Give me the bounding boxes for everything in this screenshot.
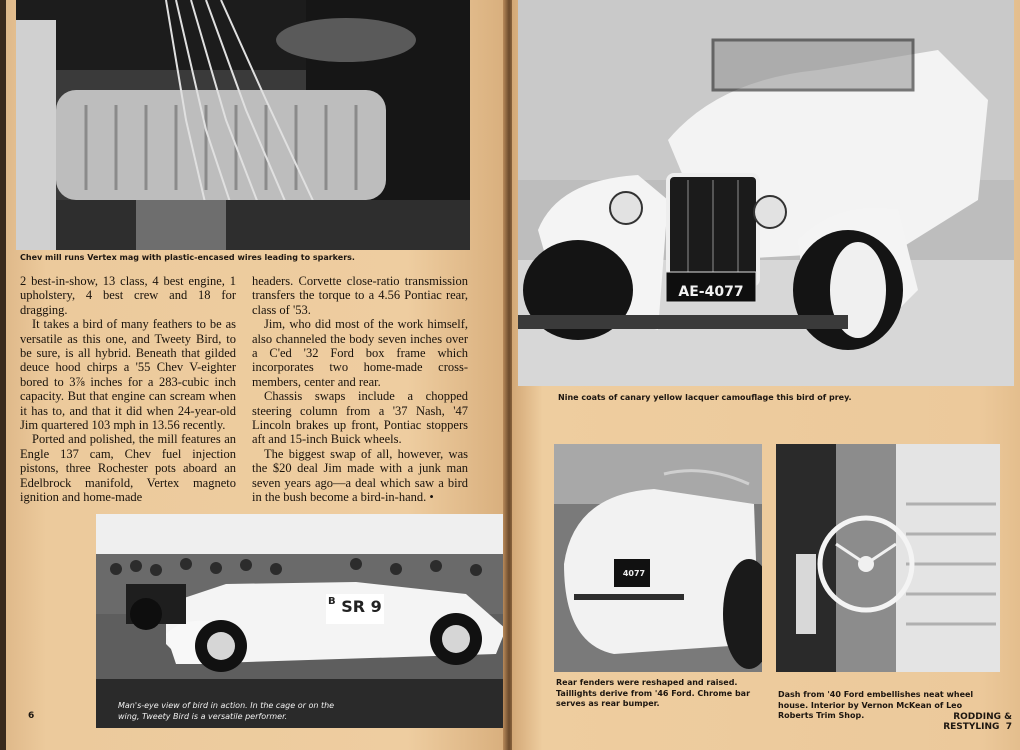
paragraph: Chassis swaps include a chopped steering column from a '37 Nash, '47 Lincoln brakes up front, Pontiac stoppers aft and 15-inch Buick wheels. — [252, 389, 468, 447]
car-number: SR 9 — [341, 597, 382, 616]
paragraph: Jim, who did most of the work himself, also channeled the body seven inches over a C'ed '32 Ford box frame which incorporates two home-made cross-members, center and rear. — [252, 317, 468, 389]
left-page — [6, 0, 508, 750]
engine-photo-caption: Chev mill runs Vertex mag with plastic-encased wires leading to sparkers. — [20, 253, 355, 262]
license-plate: AE-4077 — [678, 284, 744, 300]
car-class-letter: B — [328, 596, 336, 607]
right-page — [512, 0, 1020, 750]
paragraph: 2 best-in-show, 13 class, 4 best engine, 1 upholstery, 4 best crew and 18 for dragging. — [20, 274, 236, 317]
engine-photo — [16, 0, 470, 250]
text-column-1 — [20, 274, 236, 505]
dash-photo — [776, 444, 1000, 672]
paragraph: Ported and polished, the mill features an Engle 137 cam, Chev fuel injection pistons, three Rochester pots aboard an Edelbrock manifold, Vertex magneto ignition and home-made — [20, 432, 236, 505]
paragraph: The biggest swap of all, however, was the $20 deal Jim made with a junk man seven years ago—a deal which saw a bird in the bush become a bird-in-hand. • — [252, 446, 468, 505]
action-photo-caption: Man's-eye view of bird in action. In the cage or on the wing, Tweety Bird is a versatile performer. — [118, 701, 335, 721]
page-number: 6 — [28, 711, 35, 721]
front-car-caption: Nine coats of canary yellow lacquer camouflage this bird of prey. — [558, 393, 852, 402]
paragraph: headers. Corvette close-ratio transmission transfers the torque to a 4.56 Pontiac rear, class of '53. — [252, 274, 468, 317]
page-number: 7 — [1005, 722, 1012, 732]
rear-car-photo — [554, 444, 762, 672]
magazine-title: RODDING & RESTYLING — [943, 712, 1012, 732]
front-car-photo — [518, 0, 1014, 386]
rear-license-plate: 4077 — [622, 569, 646, 578]
running-footer — [892, 712, 1012, 732]
dash-caption: Dash from '40 Ford embellishes neat wheel house. Interior by Vernon McKean of Leo Roberts Trim Shop. — [778, 690, 974, 720]
text-column-2 — [252, 274, 468, 505]
car-number-plate — [328, 597, 382, 616]
paragraph: It takes a bird of many feathers to be as versatile as this one, and Tweety Bird, to be sure, is all hybrid. Beneath that gilded deuce hood chirps a '55 Chev V-eighter bored to 3⅞ inches for a 283-cubic inch capacity. But that engine can scream when it has to, and that it did when 24-year-old Jim quartered 103 mph in 13.56 recently. — [20, 317, 236, 433]
rear-car-caption: Rear fenders were reshaped and raised. Taillights derive from '46 Ford. Chrome bar serves as rear bumper. — [556, 678, 751, 708]
action-photo — [96, 514, 508, 728]
